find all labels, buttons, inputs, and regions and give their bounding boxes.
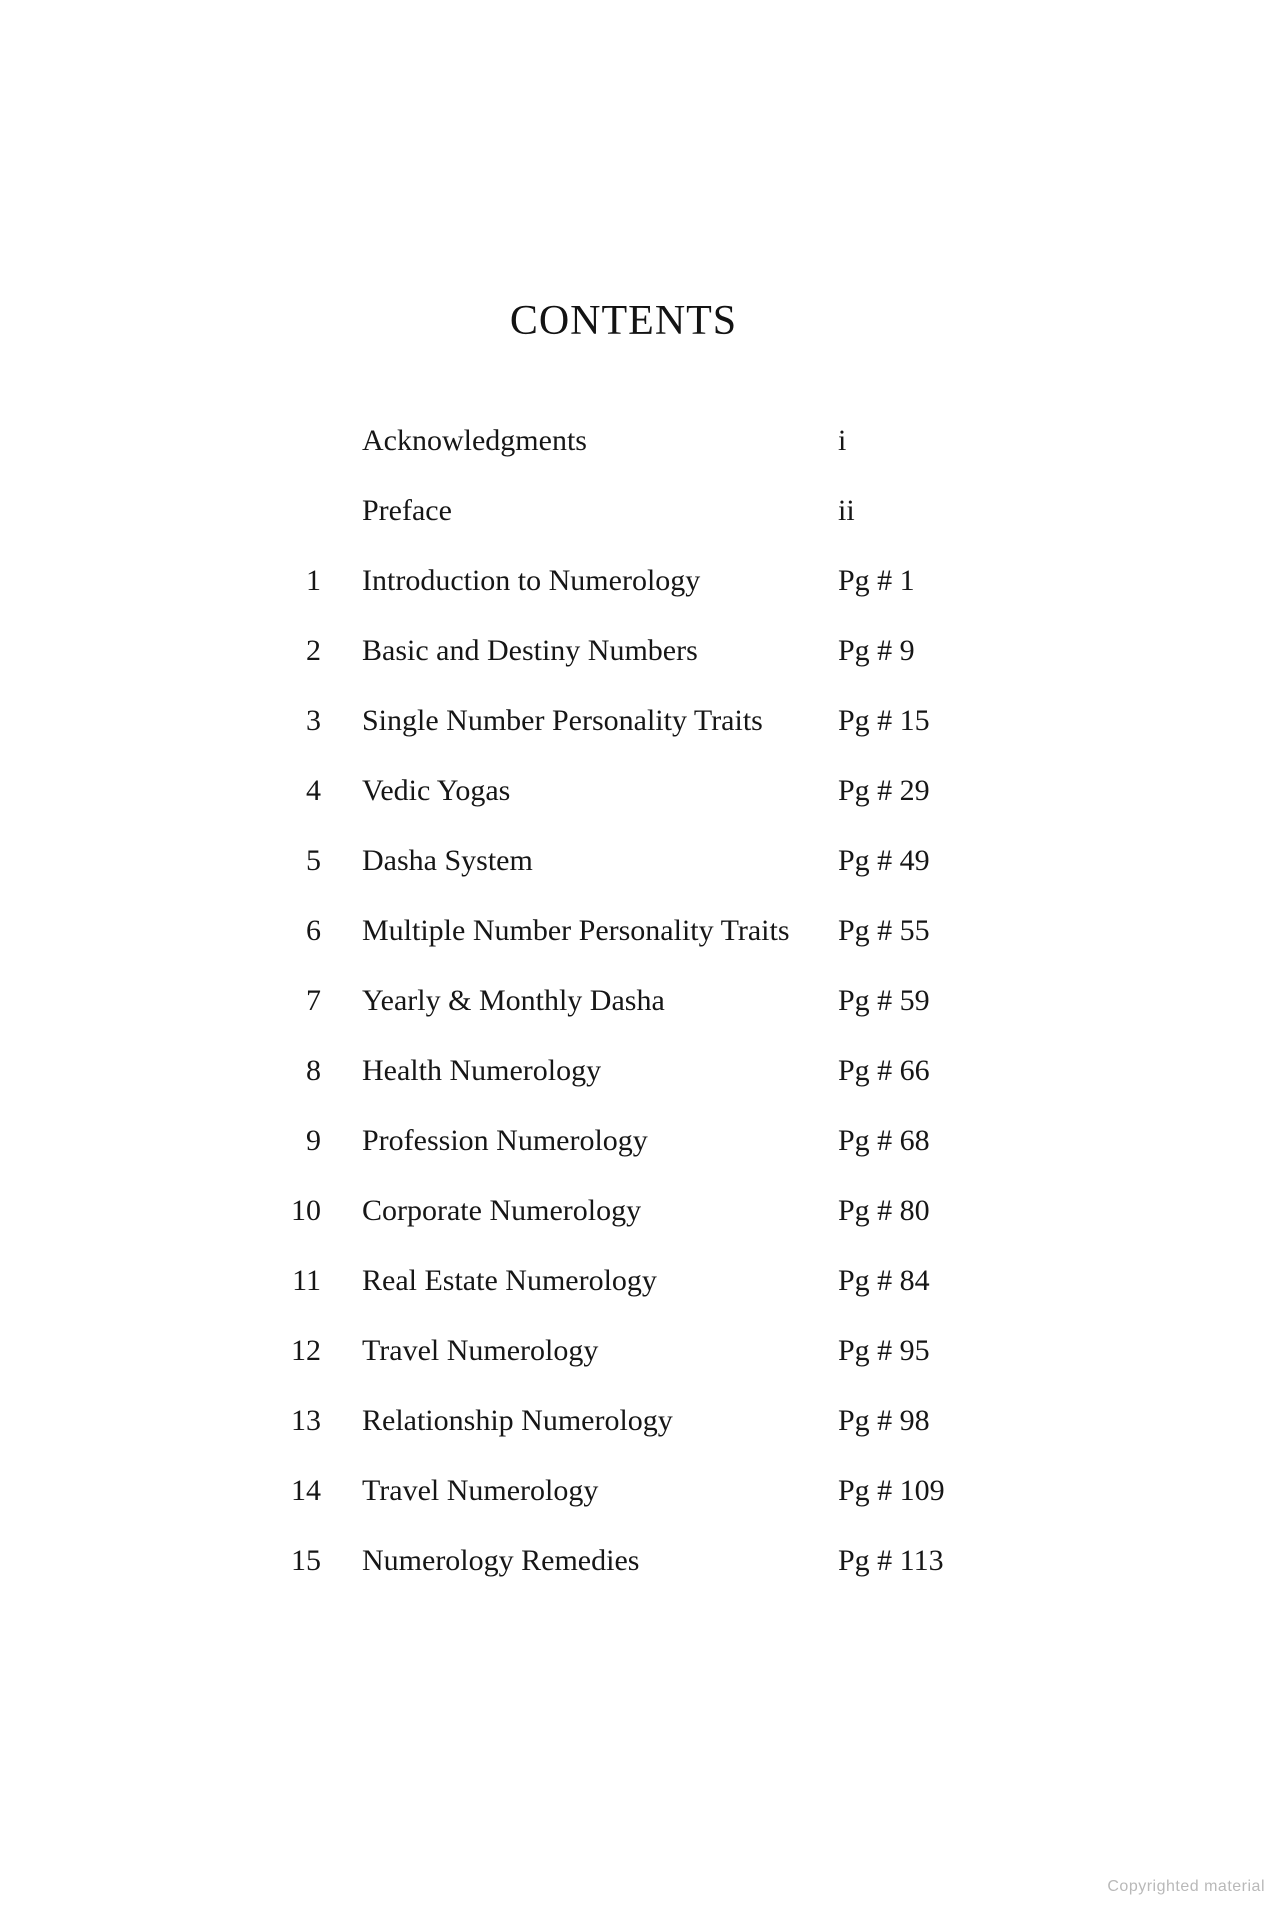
chapter-number — [0, 493, 321, 563]
chapter-page: Pg # 95 — [838, 1334, 930, 1367]
toc-row — [0, 1473, 1280, 1543]
chapter-title: Profession Numerology — [362, 1124, 648, 1157]
toc-row — [0, 423, 1280, 493]
toc-row — [0, 1333, 1280, 1403]
toc-row — [0, 703, 1280, 773]
chapter-title: Travel Numerology — [362, 1474, 599, 1507]
chapter-number: 4 — [306, 774, 321, 807]
chapter-number: 3 — [306, 704, 321, 737]
chapter-page: Pg # 84 — [838, 1264, 930, 1297]
chapter-number: 15 — [291, 1544, 321, 1577]
chapter-title: Dasha System — [362, 844, 533, 877]
chapter-page: Pg # 59 — [838, 984, 930, 1017]
chapter-page: Pg # 68 — [838, 1124, 930, 1157]
toc-row — [0, 563, 1280, 633]
chapter-number: 12 — [291, 1334, 321, 1367]
page-title: CONTENTS — [509, 298, 738, 344]
chapter-number: 14 — [291, 1474, 321, 1507]
chapter-number — [0, 423, 321, 493]
chapter-title: Relationship Numerology — [362, 1404, 673, 1437]
table-of-contents — [0, 423, 1280, 1613]
chapter-number: 7 — [306, 984, 321, 1017]
chapter-title: Vedic Yogas — [362, 774, 511, 807]
toc-row — [0, 913, 1280, 983]
chapter-page: Pg # 15 — [838, 704, 930, 737]
chapter-number: 6 — [306, 914, 321, 947]
chapter-title: Multiple Number Personality Traits — [362, 914, 790, 947]
chapter-number: 11 — [292, 1264, 321, 1297]
toc-row — [0, 1123, 1280, 1193]
chapter-title: Acknowledgments — [362, 424, 587, 457]
toc-row — [0, 773, 1280, 843]
chapter-number: 2 — [306, 634, 321, 667]
chapter-title: Basic and Destiny Numbers — [362, 634, 698, 667]
toc-row — [0, 1543, 1280, 1613]
toc-row — [0, 1263, 1280, 1333]
chapter-page: Pg # 1 — [838, 564, 915, 597]
chapter-title: Single Number Personality Traits — [362, 704, 763, 737]
toc-row — [0, 493, 1280, 563]
chapter-page: Pg # 109 — [838, 1474, 945, 1507]
toc-row — [0, 1053, 1280, 1123]
chapter-title: Health Numerology — [362, 1054, 602, 1087]
toc-row — [0, 1193, 1280, 1263]
chapter-page: ii — [838, 494, 855, 527]
copyright-watermark: Copyrighted material — [1107, 1878, 1265, 1895]
chapter-page: Pg # 29 — [838, 774, 930, 807]
chapter-title: Numerology Remedies — [362, 1544, 640, 1577]
chapter-page: Pg # 80 — [838, 1194, 930, 1227]
chapter-page: Pg # 98 — [838, 1404, 930, 1437]
chapter-title: Preface — [362, 494, 452, 527]
chapter-number: 8 — [306, 1054, 321, 1087]
chapter-title: Yearly & Monthly Dasha — [362, 984, 665, 1017]
chapter-number: 9 — [306, 1124, 321, 1157]
toc-row — [0, 633, 1280, 703]
chapter-page: Pg # 113 — [838, 1544, 944, 1577]
chapter-number: 10 — [291, 1194, 321, 1227]
chapter-number: 1 — [306, 564, 321, 597]
chapter-page: Pg # 9 — [838, 634, 915, 667]
chapter-page: Pg # 55 — [838, 914, 930, 947]
chapter-number: 5 — [306, 844, 321, 877]
chapter-page: i — [838, 424, 847, 457]
toc-row — [0, 1403, 1280, 1473]
chapter-number: 13 — [291, 1404, 321, 1437]
chapter-page: Pg # 66 — [838, 1054, 930, 1087]
chapter-title: Real Estate Numerology — [362, 1264, 657, 1297]
toc-row — [0, 983, 1280, 1053]
chapter-title: Corporate Numerology — [362, 1194, 642, 1227]
chapter-title: Travel Numerology — [362, 1334, 599, 1367]
chapter-title: Introduction to Numerology — [362, 564, 701, 597]
toc-row — [0, 843, 1280, 913]
chapter-page: Pg # 49 — [838, 844, 930, 877]
